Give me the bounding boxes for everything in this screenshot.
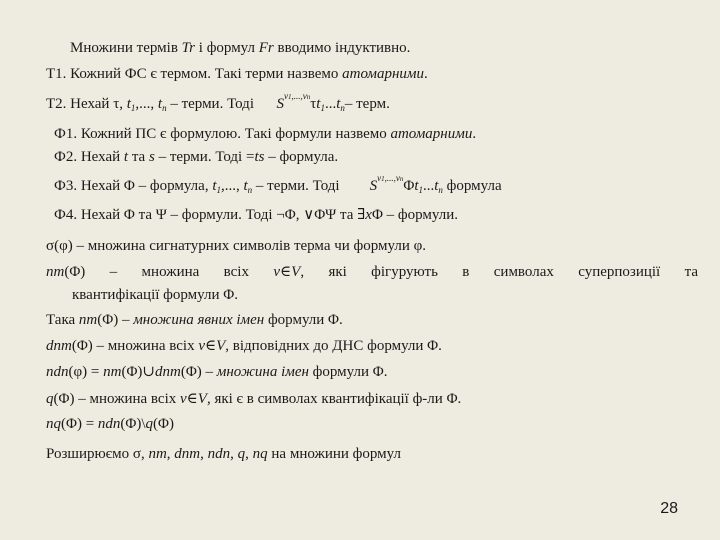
page-number: 28 [660, 500, 678, 517]
rule-f3-text: Ф3. Нехай Φ – формула, $t_1$,..., $t_n$ – терми. Тоді $S^{v1,...,vn}\Phi t_1...t_n$ формула [54, 173, 502, 195]
def-ndn [46, 362, 698, 382]
def-explicit-text: Така nm(Φ) – множина явних імен формули Φ. [46, 312, 343, 328]
rule-f1-text: Ф1. Кожний ПС є формулою. Такі формули назвемо атомарними. [54, 126, 477, 142]
rule-t1-text: Т1. Кожний ФС є термом. Такі терми назвемо атомарними. [46, 66, 428, 82]
rule-t1 [46, 64, 698, 84]
def-q [46, 389, 698, 409]
def-nm-text: nm(Φ) – множина всіх v∈V, які фігурують в символах суперпозиції та [46, 264, 698, 280]
def-q-text: q(Φ) – множина всіх v∈V, які є в символах квантифікації ф-ли Φ. [46, 391, 462, 407]
rule-f3 [54, 173, 698, 198]
rule-f4 [54, 205, 698, 225]
rule-t2-text: Т2. Нехай τ, $t_1$,..., $t_n$ – терми. Тоді $S^{v1,...,vn}\tau t_1...t_n-$ терм. [46, 91, 390, 113]
rule-t2 [46, 91, 698, 116]
rule-f2-text: Ф2. Нехай t та s – терми. Тоді =ts – формула. [54, 149, 339, 165]
rule-f4-text: Ф4. Нехай Φ та Ψ – формули. Тоді ¬Φ, ∨ΦΨ та ∃xΦ – формули. [54, 207, 458, 223]
def-nm-cont-text: квантифікації формули Φ. [72, 287, 238, 303]
def-explicit [46, 310, 698, 330]
def-nq-text: nq(Φ) = ndn(Φ)\q(Φ) [46, 416, 175, 432]
extend-line [46, 444, 698, 464]
intro-line [70, 38, 698, 58]
extend-text: Розширюємо σ, nm, dnm, ndn, q, nq на множини формул [46, 446, 401, 462]
def-dnm-text: dnm(Φ) – множина всіх v∈V, відповідних до ДНС формули Φ. [46, 338, 442, 354]
def-nm-cont [72, 285, 698, 305]
def-sigma [46, 236, 698, 256]
rule-f1 [54, 124, 698, 144]
def-nm [46, 262, 698, 282]
def-dnm [46, 336, 698, 356]
def-nq [46, 414, 698, 434]
rule-f2 [54, 147, 698, 167]
def-ndn-text: ndn(φ) = nm(Φ)∪dnm(Φ) – множина імен формули Φ. [46, 364, 388, 380]
intro-text: Множини термів Tr і формул Fr вводимо індуктивно. [70, 40, 411, 56]
def-sigma-text: σ(φ) – множина сигнатурних символів терма чи формули φ. [46, 238, 427, 254]
